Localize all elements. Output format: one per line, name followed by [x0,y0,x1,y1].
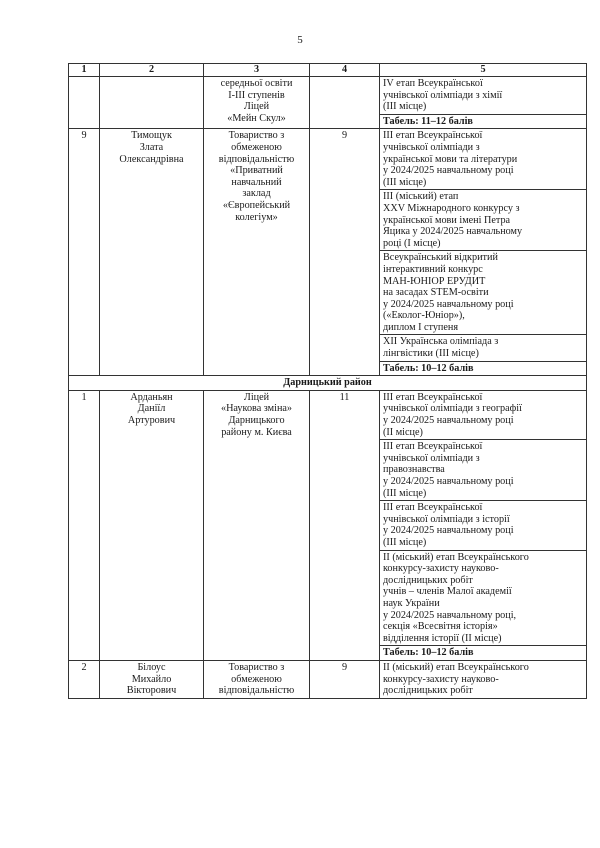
school-name-line: «Наукова зміна» [220,403,293,415]
achievement-line: інтерактивний конкурс [383,263,483,275]
header-cell-achievements: 5 [380,64,587,77]
achievement-line: XXV Міжнародного конкурсу з [383,202,520,214]
school-name-line: району м. Києва [221,426,292,438]
header-cell-num: 1 [69,64,100,77]
achievement-line: ІІІ (міський) етап [383,191,459,203]
school-name [204,77,310,129]
achievement-line: ІІІ етап Всеукраїнської [383,441,483,453]
grade: 11 [310,390,380,660]
school-name-line: навчальний [231,176,282,188]
achievement-line: секція «Всесвітня історія» [383,621,498,633]
achievement-line: році (І місце) [383,237,441,249]
achievement-line: дослідницьких робіт [383,574,473,586]
grade: 9 [310,129,380,376]
achievement-entry [380,501,587,550]
achievement-line: учнівської олімпіади з [383,141,480,153]
achievement-line: IV етап Всеукраїнської [383,78,483,89]
district-row [69,376,587,391]
school-name-line: середньої освіти [220,78,293,89]
achievement-line: у 2024/2025 навчальному році [383,415,514,427]
achievement-entry [380,660,587,698]
achievement-line: відділення історії (ІІ місце) [383,632,502,644]
page-number: 5 [297,34,303,46]
row-number: 2 [69,660,100,698]
students-table [68,63,587,699]
row-number: 1 [69,390,100,660]
header-row [69,64,587,77]
table-row [69,77,587,115]
school-name-line: відповідальністю [218,685,295,697]
achievement-line: ІІ (міський) етап Всеукраїнського [383,551,529,563]
achievement-line: у 2024/2025 навчальному році [383,298,514,310]
achievement-line: (ІІІ місце) [383,487,427,499]
achievement-entry [380,129,587,190]
student-name-line: Олександрівна [119,153,184,165]
table-row [69,129,587,190]
achievement-line: (ІІ місце) [383,426,423,438]
student-name-line: Арданьян [130,391,173,403]
school-name-line: «Європейський [222,199,291,211]
achievement-line: учнів – членів Малої академії [383,586,512,598]
school-name-line: Товариство з [228,130,285,142]
school-name-line: Ліцей [243,101,270,113]
achievement-line: у 2024/2025 навчальному році [383,165,514,177]
school-name-line: І-ІІІ ступенів [228,89,285,101]
achievement-line: конкурсу-захисту науково- [383,673,499,685]
table-row [69,660,587,698]
achievement-line: Яцика у 2024/2025 навчальному [383,226,523,238]
achievement-entry [380,335,587,361]
table-row [69,390,587,439]
header-cell-school: 3 [204,64,310,77]
report-card-score: Табель: 10–12 балів [380,646,587,661]
achievement-line: дослідницьких робіт [383,685,473,697]
achievement-line: учнівської олімпіади з [383,452,480,464]
achievement-line: ІІІ етап Всеукраїнської [383,391,483,403]
grade [310,77,380,129]
achievement-line: ІІ (міський) етап Всеукраїнського [383,661,529,673]
achievement-line: правознавства [383,464,445,476]
student-name-line: Тимощук [131,130,172,142]
achievement-line: на засадах STEM-освіти [383,287,489,299]
achievement-line: (ІІІ місце) [383,101,427,113]
row-number: 9 [69,129,100,376]
school-name-line: «Приватний [230,165,283,177]
student-name-line: Михайло [131,673,172,685]
school-name-line: Товариство з [228,661,285,673]
achievement-entry [380,190,587,251]
achievement-line: української мови та літератури [383,153,518,165]
achievement-line: конкурсу-захисту науково- [383,563,499,575]
achievement-line: учнівської олімпіади з історії [383,513,510,525]
school-name-line: обмеженою [231,673,282,685]
school-name-line: «Мейн Скул» [227,112,286,124]
student-name [100,660,204,698]
school-name-line: обмеженою [231,141,282,153]
student-name-line: Артурович [127,415,176,427]
achievement-line: у 2024/2025 навчальному році, [383,609,517,621]
achievement-entry [380,440,587,501]
achievement-entry [380,77,587,115]
achievement-line: («Еколог-Юніор»), [383,310,465,322]
school-name-line: заклад [242,188,271,200]
achievement-line: Всеукраїнський відкритий [383,252,498,264]
student-name [100,129,204,376]
achievement-line: у 2024/2025 навчальному році [383,525,514,537]
grade: 9 [310,660,380,698]
student-name-line: Білоус [137,661,166,673]
achievement-line: (ІІІ місце) [383,176,427,188]
district-heading: Дарницький район [69,376,587,391]
student-name-line: Злата [139,141,164,153]
school-name-line: колегіум» [235,211,278,223]
student-name [100,77,204,129]
header-cell-grade: 4 [310,64,380,77]
achievement-line: учнівської олімпіади з географії [383,403,522,415]
achievement-line: лінгвістики (ІІІ місце) [383,348,479,360]
achievement-entry [380,550,587,646]
school-name-line: відповідальністю [218,153,295,165]
achievement-line: диплом І ступеня [383,321,459,333]
student-name [100,390,204,660]
achievement-line: XII Українська олімпіада з [383,336,499,348]
achievement-line: ІІІ етап Всеукраїнської [383,502,483,514]
table-body [69,64,587,699]
achievement-entry [380,251,587,335]
achievement-line: наук України [383,597,440,609]
achievement-line: ІІІ етап Всеукраїнської [383,130,483,142]
header-cell-name: 2 [100,64,204,77]
school-name-line: Дарницького [228,415,285,427]
student-name-line: Вікторович [126,685,177,697]
row-number [69,77,100,129]
student-name-line: Даніїл [137,403,166,415]
achievement-entry [380,390,587,439]
school-name [204,390,310,660]
report-card-score: Табель: 10–12 балів [380,361,587,376]
achievement-line: у 2024/2025 навчальному році [383,476,514,487]
school-name [204,129,310,376]
achievement-line: учнівської олімпіади з хімії [383,89,503,101]
school-name-line: Ліцей [243,391,270,403]
achievement-line: (ІІІ місце) [383,536,427,548]
achievement-line: української мови імені Петра [383,214,511,226]
report-card-score: Табель: 11–12 балів [380,114,587,129]
achievement-line: МАН-ЮНІОР ЕРУДИТ [383,275,486,287]
school-name [204,660,310,698]
